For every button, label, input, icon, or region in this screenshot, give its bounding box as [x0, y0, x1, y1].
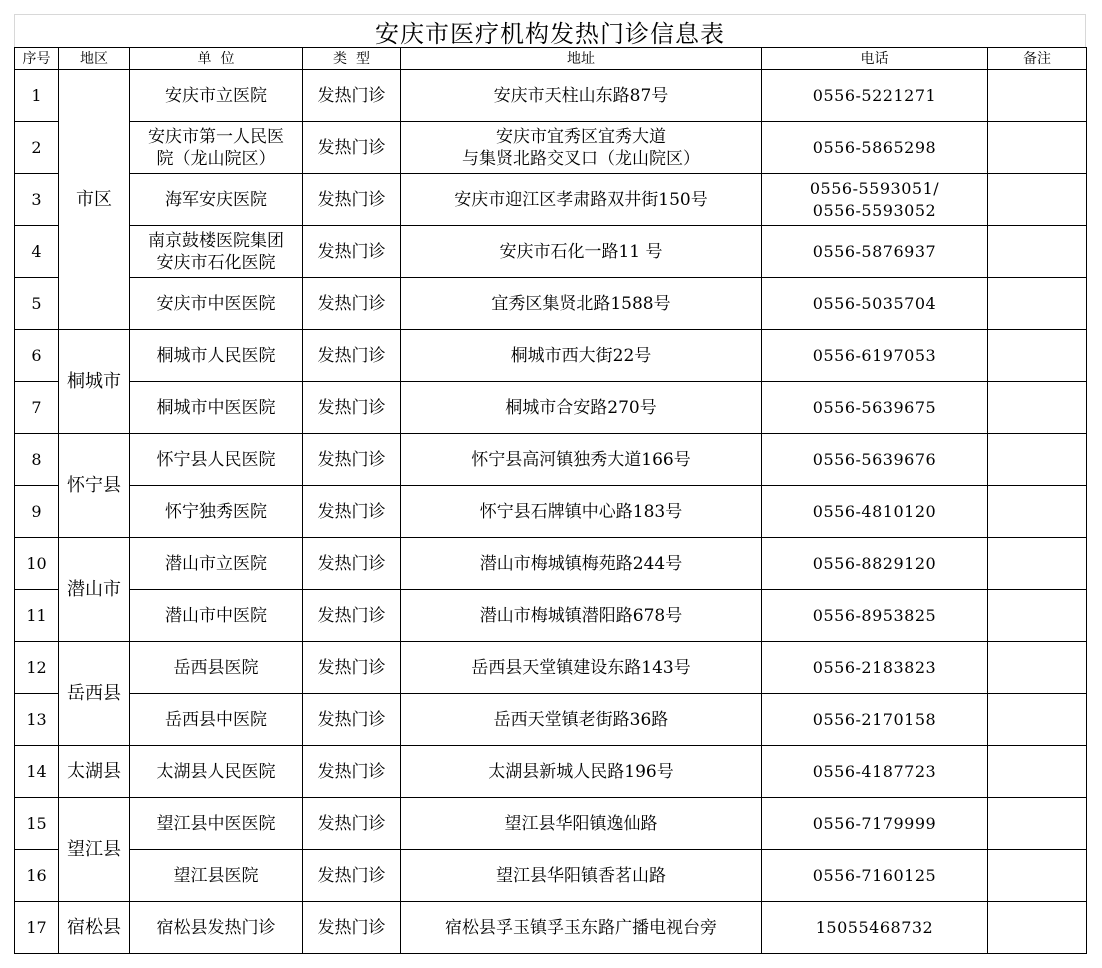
address-cell-line: 安庆市迎江区孝肃路双井街150号 — [454, 189, 708, 210]
type-cell: 发热门诊 — [303, 70, 401, 122]
header-phone: 电话 — [762, 48, 988, 70]
table-row — [15, 226, 1087, 278]
unit-cell-line: 望江县医院 — [173, 865, 259, 886]
type-cell: 发热门诊 — [303, 694, 401, 746]
phone-cell — [762, 486, 988, 538]
table-row — [15, 538, 1087, 590]
address-cell — [401, 382, 762, 434]
phone-cell — [762, 590, 988, 642]
phone-cell-line: 0556-5593052 — [812, 200, 937, 220]
type-cell: 发热门诊 — [303, 486, 401, 538]
address-cell — [401, 902, 762, 954]
row-index: 6 — [15, 330, 59, 382]
table-row — [15, 694, 1087, 746]
unit-cell-line: 安庆市中医医院 — [156, 293, 276, 314]
unit-cell-line: 潜山市立医院 — [165, 553, 267, 574]
row-index: 11 — [15, 590, 59, 642]
address-cell — [401, 798, 762, 850]
phone-cell-line: 0556-8953825 — [812, 605, 937, 625]
row-index: 17 — [15, 902, 59, 954]
type-cell: 发热门诊 — [303, 174, 401, 226]
address-cell — [401, 122, 762, 174]
remark-cell — [988, 70, 1087, 122]
unit-cell-line: 桐城市人民医院 — [156, 345, 276, 366]
phone-cell-line: 0556-2170158 — [812, 709, 937, 729]
address-cell-line: 安庆市石化一路11 号 — [499, 241, 663, 262]
table-row — [15, 278, 1087, 330]
table-row — [15, 486, 1087, 538]
remark-cell — [988, 486, 1087, 538]
region-cell: 宿松县 — [59, 902, 130, 954]
unit-cell — [130, 70, 303, 122]
type-cell: 发热门诊 — [303, 226, 401, 278]
address-cell-line: 安庆市天柱山东路87号 — [493, 85, 669, 106]
phone-cell — [762, 382, 988, 434]
address-cell — [401, 746, 762, 798]
phone-cell-line: 0556-4810120 — [812, 501, 937, 521]
unit-cell-line: 宿松县发热门诊 — [156, 917, 276, 938]
fever-clinic-table — [14, 47, 1087, 954]
table-row — [15, 122, 1087, 174]
phone-cell — [762, 330, 988, 382]
unit-cell-line: 怀宁县人民医院 — [156, 449, 276, 470]
header-index: 序号 — [15, 48, 59, 70]
table-row — [15, 590, 1087, 642]
address-cell-line: 安庆市宜秀区宜秀大道 — [496, 126, 666, 147]
unit-cell — [130, 174, 303, 226]
region-cell: 潜山市 — [59, 538, 130, 642]
phone-cell — [762, 122, 988, 174]
unit-cell — [130, 694, 303, 746]
header-type: 类 型 — [303, 48, 401, 70]
row-index: 3 — [15, 174, 59, 226]
row-index: 5 — [15, 278, 59, 330]
phone-cell — [762, 902, 988, 954]
unit-cell — [130, 330, 303, 382]
phone-cell-line: 0556-8829120 — [812, 553, 937, 573]
unit-cell-line: 南京鼓楼医院集团 — [148, 230, 284, 251]
phone-cell-line: 0556-5865298 — [812, 137, 937, 157]
address-cell — [401, 434, 762, 486]
row-index: 15 — [15, 798, 59, 850]
unit-cell — [130, 226, 303, 278]
phone-cell — [762, 70, 988, 122]
header-address: 地址 — [401, 48, 762, 70]
type-cell: 发热门诊 — [303, 278, 401, 330]
address-cell-line: 怀宁县石牌镇中心路183号 — [479, 501, 683, 522]
remark-cell — [988, 850, 1087, 902]
phone-cell — [762, 642, 988, 694]
address-cell — [401, 694, 762, 746]
address-cell-line: 宜秀区集贤北路1588号 — [491, 293, 671, 314]
spreadsheet — [14, 14, 1086, 954]
region-cell: 太湖县 — [59, 746, 130, 798]
address-cell — [401, 850, 762, 902]
table-row — [15, 642, 1087, 694]
unit-cell-line: 岳西县医院 — [173, 657, 259, 678]
type-cell: 发热门诊 — [303, 902, 401, 954]
type-cell: 发热门诊 — [303, 330, 401, 382]
address-cell — [401, 70, 762, 122]
unit-cell-line: 太湖县人民医院 — [156, 761, 276, 782]
row-index: 16 — [15, 850, 59, 902]
remark-cell — [988, 330, 1087, 382]
row-index: 2 — [15, 122, 59, 174]
phone-cell — [762, 434, 988, 486]
unit-cell — [130, 434, 303, 486]
unit-cell — [130, 382, 303, 434]
address-cell-line: 岳西天堂镇老街路36路 — [493, 709, 669, 730]
phone-cell-line: 0556-4187723 — [812, 761, 937, 781]
row-index: 10 — [15, 538, 59, 590]
phone-cell-line: 0556-5639676 — [812, 449, 937, 469]
remark-cell — [988, 382, 1087, 434]
address-cell-line: 桐城市合安路270号 — [505, 397, 657, 418]
table-row — [15, 330, 1087, 382]
phone-cell — [762, 850, 988, 902]
address-cell — [401, 486, 762, 538]
region-cell: 怀宁县 — [59, 434, 130, 538]
row-index: 14 — [15, 746, 59, 798]
address-cell — [401, 590, 762, 642]
unit-cell-line: 潜山市中医院 — [165, 605, 267, 626]
type-cell: 发热门诊 — [303, 538, 401, 590]
phone-cell-line: 0556-2183823 — [812, 657, 937, 677]
region-cell: 望江县 — [59, 798, 130, 902]
table-row — [15, 174, 1087, 226]
address-cell — [401, 174, 762, 226]
remark-cell — [988, 122, 1087, 174]
unit-cell — [130, 278, 303, 330]
header-region: 地区 — [59, 48, 130, 70]
address-cell — [401, 226, 762, 278]
unit-cell — [130, 746, 303, 798]
type-cell: 发热门诊 — [303, 434, 401, 486]
remark-cell — [988, 746, 1087, 798]
header-row — [15, 48, 1087, 70]
address-cell — [401, 538, 762, 590]
remark-cell — [988, 798, 1087, 850]
table-row — [15, 850, 1087, 902]
type-cell: 发热门诊 — [303, 382, 401, 434]
unit-cell — [130, 642, 303, 694]
phone-cell-line: 0556-7179999 — [812, 813, 937, 833]
unit-cell — [130, 850, 303, 902]
unit-cell-line: 望江县中医医院 — [156, 813, 276, 834]
remark-cell — [988, 590, 1087, 642]
unit-cell — [130, 798, 303, 850]
phone-cell — [762, 278, 988, 330]
region-cell: 桐城市 — [59, 330, 130, 434]
address-cell — [401, 330, 762, 382]
phone-cell-line: 0556-5593051/ — [809, 178, 940, 198]
row-index: 7 — [15, 382, 59, 434]
header-remark: 备注 — [988, 48, 1087, 70]
remark-cell — [988, 538, 1087, 590]
row-index: 4 — [15, 226, 59, 278]
remark-cell — [988, 278, 1087, 330]
phone-cell-line: 0556-5639675 — [812, 397, 937, 417]
unit-cell — [130, 590, 303, 642]
remark-cell — [988, 902, 1087, 954]
unit-cell-line: 安庆市石化医院 — [156, 252, 276, 273]
remark-cell — [988, 642, 1087, 694]
address-cell — [401, 278, 762, 330]
phone-cell — [762, 226, 988, 278]
remark-cell — [988, 174, 1087, 226]
table-row — [15, 798, 1087, 850]
table-row — [15, 382, 1087, 434]
region-cell: 市区 — [59, 70, 130, 330]
address-cell-line: 怀宁县高河镇独秀大道166号 — [471, 449, 691, 470]
phone-cell-line: 15055468732 — [815, 917, 934, 937]
unit-cell-line: 院（龙山院区） — [156, 148, 276, 169]
address-cell-line: 岳西县天堂镇建设东路143号 — [471, 657, 691, 678]
phone-cell — [762, 694, 988, 746]
row-index: 12 — [15, 642, 59, 694]
unit-cell-line: 安庆市第一人民医 — [148, 126, 284, 147]
unit-cell — [130, 538, 303, 590]
address-cell-line: 宿松县孚玉镇孚玉东路广播电视台旁 — [445, 917, 717, 938]
phone-cell-line: 0556-7160125 — [812, 865, 937, 885]
type-cell: 发热门诊 — [303, 850, 401, 902]
phone-cell-line: 0556-5876937 — [812, 241, 937, 261]
type-cell: 发热门诊 — [303, 590, 401, 642]
table-title: 安庆市医疗机构发热门诊信息表 — [14, 14, 1086, 47]
address-cell-line: 潜山市梅城镇潜阳路678号 — [479, 605, 683, 626]
phone-cell — [762, 798, 988, 850]
row-index: 1 — [15, 70, 59, 122]
table-row — [15, 434, 1087, 486]
unit-cell — [130, 486, 303, 538]
address-cell-line: 太湖县新城人民路196号 — [488, 761, 674, 782]
phone-cell-line: 0556-5035704 — [812, 293, 937, 313]
phone-cell — [762, 746, 988, 798]
unit-cell-line: 海军安庆医院 — [165, 189, 267, 210]
unit-cell-line: 安庆市立医院 — [165, 85, 267, 106]
type-cell: 发热门诊 — [303, 122, 401, 174]
type-cell: 发热门诊 — [303, 798, 401, 850]
address-cell-line: 望江县华阳镇逸仙路 — [504, 813, 658, 834]
unit-cell-line: 岳西县中医院 — [165, 709, 267, 730]
header-unit: 单 位 — [130, 48, 303, 70]
unit-cell — [130, 122, 303, 174]
phone-cell — [762, 174, 988, 226]
type-cell: 发热门诊 — [303, 642, 401, 694]
remark-cell — [988, 434, 1087, 486]
unit-cell-line: 桐城市中医医院 — [156, 397, 276, 418]
row-index: 13 — [15, 694, 59, 746]
region-cell: 岳西县 — [59, 642, 130, 746]
table-row — [15, 902, 1087, 954]
table-row — [15, 70, 1087, 122]
unit-cell-line: 怀宁独秀医院 — [165, 501, 267, 522]
type-cell: 发热门诊 — [303, 746, 401, 798]
remark-cell — [988, 226, 1087, 278]
remark-cell — [988, 694, 1087, 746]
phone-cell-line: 0556-5221271 — [812, 85, 937, 105]
table-row — [15, 746, 1087, 798]
address-cell-line: 望江县华阳镇香茗山路 — [496, 865, 666, 886]
address-cell-line: 潜山市梅城镇梅苑路244号 — [479, 553, 683, 574]
address-cell-line: 与集贤北路交叉口（龙山院区） — [462, 148, 700, 169]
address-cell-line: 桐城市西大街22号 — [510, 345, 652, 366]
address-cell — [401, 642, 762, 694]
phone-cell — [762, 538, 988, 590]
row-index: 9 — [15, 486, 59, 538]
unit-cell — [130, 902, 303, 954]
phone-cell-line: 0556-6197053 — [812, 345, 937, 365]
row-index: 8 — [15, 434, 59, 486]
